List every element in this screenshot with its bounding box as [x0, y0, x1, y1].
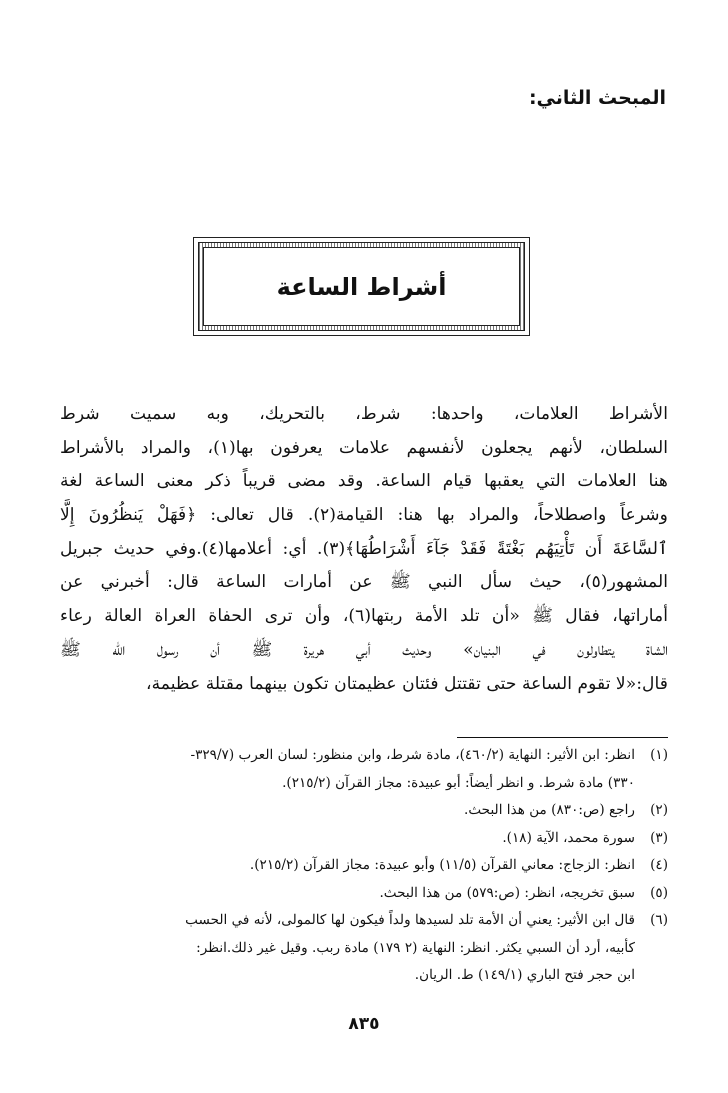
- footnotes: [60, 742, 668, 990]
- page-number: ٨٣٥: [348, 1014, 380, 1034]
- footnote: [60, 797, 668, 825]
- title-frame-border: [198, 242, 525, 331]
- footnote-line: ابن حجر فتح الباري (١٤٩/١) ط. الريان.: [414, 967, 635, 983]
- footnote-line: راجع (ص:٨٣٠) من هذا البحث.: [464, 802, 635, 818]
- footnote-number: (٣): [650, 829, 668, 846]
- footnote-line: قال ابن الأثير: يعني أن الأمة تلد لسيدها ولداً فيكون لها كالمولى، لأنه في الحسب: [185, 912, 635, 928]
- footnote-number: (٥): [650, 884, 668, 901]
- footnote-number: (١): [650, 747, 668, 763]
- body-line: الشاة يتطاولون في البنيان» وحديث أبي هريرة ﷺ أن رسول الله ﷺ: [60, 639, 668, 660]
- footnote-line: ٣٣٠) مادة شرط. و انظر أيضاً: أبو عبيدة: مجاز القرآن (٢١٥/٢).: [282, 774, 635, 791]
- footnote-number: (٤): [650, 857, 668, 873]
- footnote-number: (٢): [650, 802, 668, 818]
- body-line: هنا العلامات التي يعقبها قيام الساعة. وقد مضى قريباً ذكر معنى الساعة لغة: [60, 471, 668, 492]
- body-line: أماراتها، فقال ﷺ «أن تلد الأمة ربتها(٦)، وأن ترى الحفاة العراة العالة رعاء: [60, 606, 668, 627]
- title-frame: [193, 237, 530, 336]
- section-heading: المبحث الثاني:: [528, 87, 666, 109]
- footnote: [60, 742, 668, 797]
- body-line: قال:«لا تقوم الساعة حتى تقتتل فئتان عظيمتان تكون بينهما مقتلة عظيمة،: [146, 673, 668, 694]
- body-line: وشرعاً واصطلاحاً، والمراد بها هنا: القيامة(٢). قال تعالى: ﴿فَهَلْ يَنظُرُونَ إِلَّا: [60, 505, 668, 526]
- title-frame-inner: [203, 247, 520, 326]
- body-line: المشهور(٥)، حيث سأل النبي ﷺ عن أمارات الساعة قال: أخبرني عن: [60, 572, 668, 593]
- footnote-line: كأبيه، أرد أن السبي يكثر. انظر: النهاية (٢ ١٧٩) مادة ربب. وقيل غير ذلك.انظر:: [196, 939, 635, 956]
- body-line: الأشراط العلامات، واحدها: شرط، بالتحريك، وبه سميت شرط: [60, 404, 668, 424]
- footnote-line: سورة محمد، الآية (١٨).: [502, 829, 635, 846]
- body-line: ٱلسَّاعَةَ أَن تَأْتِيَهُم بَغْتَةً فَقَدْ جَآءَ أَشْرَاطُهَا﴾(٣). أي: أعلامها(٤).وفي حديث جبريل: [60, 538, 669, 559]
- footnote: [60, 880, 668, 908]
- footnote-separator: [457, 737, 668, 738]
- footnote-number: (٦): [650, 912, 668, 928]
- body-line: السلطان، لأنهم يجعلون لأنفسهم علامات يعرفون بها(١)، والمراد بالأشراط: [60, 437, 668, 458]
- footnote-line: انظر: ابن الأثير: النهاية (٤٦٠/٢)، مادة شرط، وابن منظور: لسان العرب (٣٢٩/٧-: [190, 747, 635, 763]
- footnote-line: انظر: الزجاج: معاني القرآن (١١/٥) وأبو عبيدة: مجاز القرآن (٢١٥/٢).: [249, 857, 635, 873]
- footnote-line: سبق تخريجه، انظر: (ص:٥٧٩) من هذا البحث.: [379, 884, 635, 901]
- body-text: [60, 398, 668, 701]
- footnote: [60, 825, 668, 853]
- footnote: [60, 907, 668, 990]
- chapter-title: أشراط الساعة: [276, 272, 447, 301]
- footnote: [60, 852, 668, 880]
